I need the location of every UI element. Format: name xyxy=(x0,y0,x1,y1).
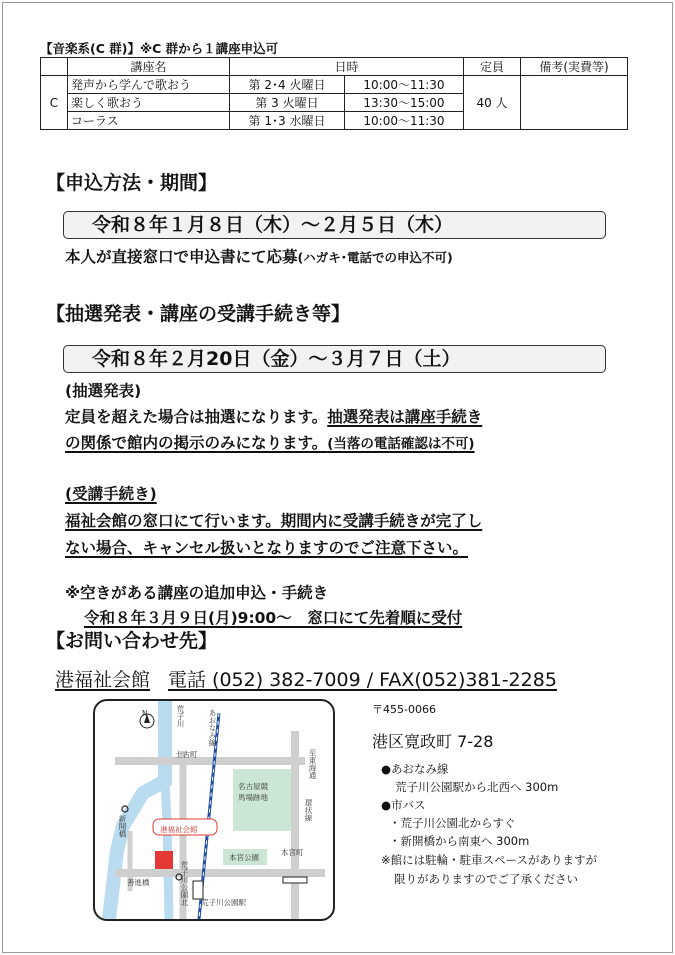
apply-method xyxy=(65,245,453,267)
capacity-cell: 40 人 xyxy=(464,76,521,130)
course-name: コーラス xyxy=(68,112,230,130)
postal-code: 〒455-0066 xyxy=(372,703,436,716)
access-map xyxy=(93,699,335,921)
course-name: 楽しく歌おう xyxy=(68,94,230,112)
access-list xyxy=(381,760,558,850)
apply-method-note: (ハガキ･電話での申込不可) xyxy=(297,250,453,265)
table-row xyxy=(41,76,628,94)
course-day: 第 2･4 火曜日 xyxy=(230,76,345,94)
railway-crossing-icon xyxy=(283,877,307,883)
access-text: 市バス xyxy=(391,798,426,812)
map-label-arako-park-kita: 荒子川公園北 xyxy=(180,861,189,906)
apply-period-box xyxy=(63,211,606,239)
access-item xyxy=(381,760,558,778)
contact-phone: 電話 (052) 382-7009 / FAX(052)381-2285 xyxy=(168,669,557,691)
course-day: 第 3 火曜日 xyxy=(230,94,345,112)
lottery-line1 xyxy=(65,405,482,427)
map-label-aonami: あおなみ線 xyxy=(208,709,217,747)
header-notes: 備考(実費等) xyxy=(521,58,628,76)
bullet-icon: ● xyxy=(381,798,392,812)
access-item xyxy=(395,778,558,796)
notes-cell xyxy=(521,76,628,130)
access-item xyxy=(381,796,558,814)
group-cell: C xyxy=(41,76,68,130)
map-label-station: 荒子川公園駅 xyxy=(201,898,246,907)
course-time: 10:00～11:30 xyxy=(345,112,464,130)
map-label-kanjosen: 環状線 xyxy=(304,799,313,822)
apply-method-text: 本人が直接窓口で申込書にて応募 xyxy=(65,248,298,266)
access-text: ・新開橋から南東へ 300m xyxy=(389,834,530,848)
map-label-honguchi-park: 本宮公園 xyxy=(229,853,259,862)
lottery-line1-plain: 定員を超えた場合は抽選になります。 xyxy=(65,408,328,426)
access-item xyxy=(389,832,558,850)
address: 港区寛政町 7-28 xyxy=(372,732,494,751)
contact-name: 港福祉会館 xyxy=(55,669,151,691)
header-course-name: 講座名 xyxy=(68,58,230,76)
access-text: 荒子川公園駅から北西へ 300m xyxy=(395,780,559,794)
access-text: ・荒子川公園北からすぐ xyxy=(389,816,516,830)
course-time: 10:00～11:30 xyxy=(345,76,464,94)
header-datetime: 日時 xyxy=(230,58,464,76)
apply-period: 令和８年１月８日（木）～２月５日（木） xyxy=(92,214,454,236)
lottery-line2 xyxy=(65,431,475,453)
access-text: あおなみ線 xyxy=(391,762,449,776)
lottery-subheading: (抽選発表) xyxy=(65,382,142,400)
map-label-honmiya: 本宮町 xyxy=(281,848,304,857)
procedure-line1: 福祉会館の窓口にて行います。期間内に受講手続きが完了し xyxy=(65,512,483,530)
course-name: 発声から学んで歌おう xyxy=(68,76,230,94)
lottery-heading: 【抽選発表・講座の受講手続き等】 xyxy=(46,303,351,325)
table-header-row xyxy=(41,58,628,76)
parking-note-line1: ※館には駐輪・駐車スペースがありますが xyxy=(381,853,598,867)
course-table xyxy=(40,57,628,130)
extra-line1: ※空きがある講座の追加申込・手続き xyxy=(65,584,329,602)
contact-heading: 【お問い合わせ先】 xyxy=(46,630,218,652)
course-day: 第 1･3 水曜日 xyxy=(230,112,345,130)
music-section-title: 【音楽系(C 群)】※C 群から１講座申込可 xyxy=(40,41,279,56)
contact-line xyxy=(55,665,557,692)
procedure-line2: ない場合、キャンセル扱いとなりますのでご注意下さい。 xyxy=(65,539,469,557)
lottery-period-box xyxy=(63,345,606,373)
lottery-line1-underlined: 抽選発表は講座手続き xyxy=(327,408,483,426)
header-capacity: 定員 xyxy=(464,58,521,76)
map-north-label: N xyxy=(142,709,148,718)
lottery-period: 令和８年２月20日（金）～３月７日（土） xyxy=(92,348,461,370)
bullet-icon: ● xyxy=(381,762,392,776)
map-label-keibajo: 名古屋競馬場跡地 xyxy=(238,782,268,802)
map-label-tsuchikoma: 土古町 xyxy=(175,750,198,759)
map-label-higashi-kaido: 至東海通 xyxy=(308,749,317,779)
map-label-facility: 港福祉会館 xyxy=(160,825,198,834)
access-item xyxy=(389,814,558,832)
lottery-line2-note: (当落の電話確認は不可) xyxy=(327,436,475,452)
map-label-shinkaibashi: 新開橋 xyxy=(118,815,127,838)
lottery-line2-main: の関係で館内の掲示のみになります。 xyxy=(65,434,328,452)
river xyxy=(165,781,169,919)
parking-note-line2: 限りがありますのでご了承ください xyxy=(394,872,578,886)
procedure-subheading: (受講手続き) xyxy=(65,485,157,503)
facility-building xyxy=(155,851,173,869)
map-label-river: 荒子川 xyxy=(176,705,185,728)
extra-line2: 令和８年３月９日(月)9:00～ 窓口にて先着順に受付 xyxy=(84,609,463,627)
map-label-zenshin: 善進橋 xyxy=(127,878,150,887)
apply-heading: 【申込方法・期間】 xyxy=(46,172,218,194)
course-time: 13:30～15:00 xyxy=(345,94,464,112)
